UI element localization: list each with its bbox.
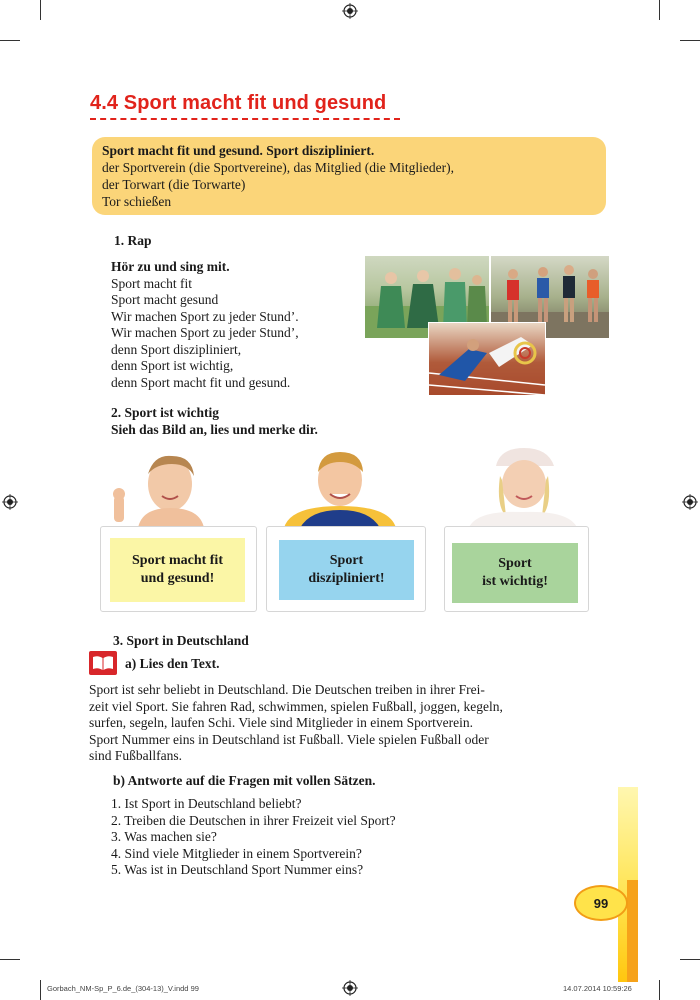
print-footer-right: 14.07.2014 10:59:26 (563, 984, 632, 993)
vocabulary-line: der Torwart (die Torwarte) (102, 177, 246, 192)
question-item: 3. Was machen sie? (111, 829, 217, 844)
photo-relay-handoff (428, 322, 546, 396)
rap-line: denn Sport macht fit und gesund. (111, 374, 291, 390)
crop-mark (680, 959, 700, 960)
registration-mark-icon (2, 494, 18, 510)
registration-mark-icon (682, 494, 698, 510)
child-left (108, 452, 228, 528)
vocabulary-line: Tor schießen (102, 194, 172, 209)
sign-card-wichtig (452, 543, 578, 603)
title-underline (90, 118, 400, 120)
question-item: 2. Treiben die Deutschen in ihrer Freizeit viel Sport? (111, 812, 396, 828)
reading-line: surfen, segeln, laufen Schi. Viele sind Mitglieder in einem Sportverein. (89, 715, 473, 730)
reading-line: zeit viel Sport. Sie fahren Rad, schwimmen, spielen Fußball, joggen, kegeln, (89, 698, 503, 714)
rap-line: denn Sport ist wichtig, (111, 358, 234, 373)
page-title: 4.4 Sport macht fit und gesund (90, 92, 387, 114)
sign-text-line: Sport (329, 553, 364, 568)
vocabulary-text (102, 142, 454, 210)
sign-text-line: Sport (498, 556, 532, 571)
rap-line: Sport macht gesund (111, 292, 219, 307)
crop-mark (40, 980, 41, 1000)
rap-lyrics (111, 259, 299, 391)
crop-mark (659, 0, 660, 20)
sign-text-line: Sport macht fit (132, 553, 223, 568)
crop-mark (0, 40, 20, 41)
child-middle (270, 448, 410, 528)
section-heading-deutschland: 3. Sport in Deutschland (113, 633, 249, 648)
rap-line: denn Sport diszipliniert, (111, 341, 242, 357)
print-footer-left: Gorbach_NM-Sp_P_6.de_(304-13)_V.indd 99 (47, 984, 199, 993)
sign-card-diszipliniert (279, 540, 414, 600)
crop-mark (40, 0, 41, 20)
registration-mark-icon (342, 980, 358, 996)
vocabulary-line: der Sportverein (die Sportvereine), das Mitglied (die Mitglieder), (102, 160, 455, 175)
registration-mark-icon (342, 3, 358, 19)
sign-text-line: diszipliniert! (308, 571, 385, 586)
crop-mark (680, 40, 700, 41)
question-item: 5. Was ist in Deutschland Sport Nummer eins? (111, 862, 364, 877)
reading-line: Sport Nummer eins in Deutschland ist Fußball. Viele spielen Fußball oder (89, 731, 489, 747)
section-instruction-wichtig: Sieh das Bild an, lies und merke dir. (111, 422, 318, 437)
question-item: 4. Sind viele Mitglieder in einem Sportverein? (111, 845, 362, 861)
section-heading-rap: 1. Rap (114, 233, 152, 248)
section-heading-wichtig: 2. Sport ist wichtig (111, 405, 219, 420)
page-edge-accent (627, 880, 638, 982)
sign-text-line: ist wichtig! (482, 574, 548, 589)
page-number: 99 (574, 885, 628, 921)
crop-mark (659, 980, 660, 1000)
question-item: 1. Ist Sport in Deutschland beliebt? (111, 796, 302, 811)
rap-line: Wir machen Sport zu jeder Stund’. (111, 308, 299, 324)
child-right (462, 446, 582, 530)
rap-line: Wir machen Sport zu jeder Stund’, (111, 325, 299, 340)
vocabulary-heading: Sport macht fit und gesund. Sport diszipliniert. (102, 143, 375, 158)
task-b-label: b) Antworte auf die Fragen mit vollen Sätzen. (113, 773, 376, 788)
crop-mark (0, 959, 20, 960)
task-a-label: a) Lies den Text. (125, 656, 220, 671)
sign-text-line: und gesund! (140, 571, 215, 586)
book-icon (89, 651, 117, 675)
reading-line: sind Fußballfans. (89, 748, 182, 763)
reading-line: Sport ist sehr beliebt in Deutschland. Die Deutschen treiben in ihrer Frei- (89, 682, 485, 697)
rap-instruction: Hör zu und sing mit. (111, 259, 230, 274)
reading-text (89, 682, 503, 765)
rap-line: Sport macht fit (111, 275, 192, 291)
question-list (111, 796, 396, 879)
sign-card-fit (110, 538, 245, 602)
